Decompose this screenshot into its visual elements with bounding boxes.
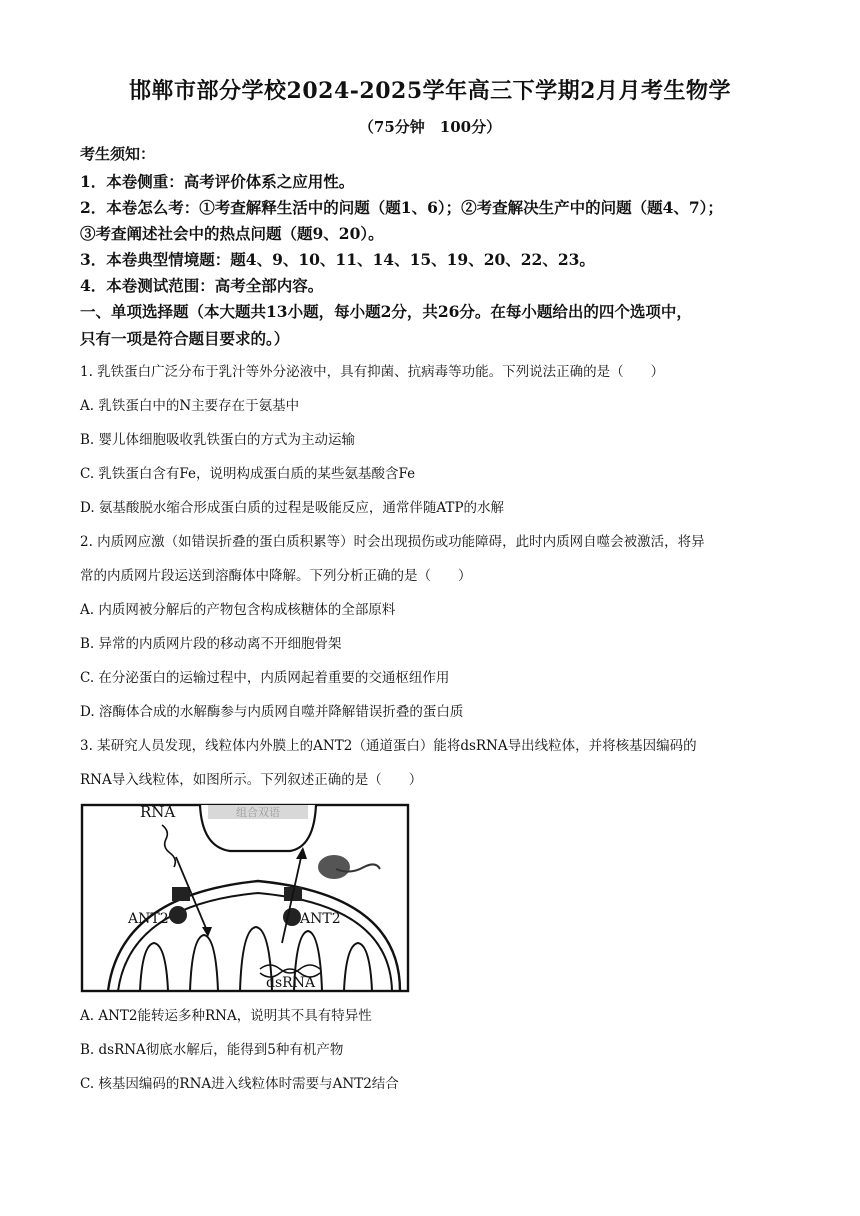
question-3-stem-cont: RNA导入线粒体，如图所示。下列叙述正确的是（ ） xyxy=(80,772,423,788)
label-dsrna: dsRNA xyxy=(266,975,316,991)
label-ant2-left: ANT2 xyxy=(128,911,169,927)
question-3-option-b: B. dsRNA彻底水解后，能得到5种有机产物 xyxy=(80,1042,344,1058)
question-2-stem-cont: 常的内质网片段运送到溶酶体中降解。下列分析正确的是（ ） xyxy=(80,568,472,584)
section-heading: 一、单项选择题（本大题共13小题，每小题2分，共26分。在每小题给出的四个选项中， xyxy=(80,302,692,321)
label-ant2-right: ANT2 xyxy=(300,911,341,927)
ant2-channel-left xyxy=(172,887,190,901)
ant2-channel-left-inner xyxy=(169,906,187,924)
question-2-option-a: A. 内质网被分解后的产物包含构成核糖体的全部原料 xyxy=(80,602,396,618)
ribosome xyxy=(318,855,350,879)
question-3-stem: 3. 某研究人员发现，线粒体内外膜上的ANT2（通道蛋白）能将dsRNA导出线粒体，并将核基因编码的 xyxy=(80,738,697,754)
question-1-option-d: D. 氨基酸脱水缩合形成蛋白质的过程是吸能反应，通常伴随ATP的水解 xyxy=(80,500,505,516)
question-2-option-b: B. 异常的内质网片段的移动离不开细胞骨架 xyxy=(80,636,342,652)
mitochondria-figure xyxy=(80,795,410,993)
question-1-option-a: A. 乳铁蛋白中的N主要存在于氨基中 xyxy=(80,398,300,414)
watermark-text: 组合双语 xyxy=(236,806,280,819)
note-item: 4．本卷测试范围：高考全部内容。 xyxy=(80,276,324,295)
question-2-option-d: D. 溶酶体合成的水解酶参与内质网自噬并降解错误折叠的蛋白质 xyxy=(80,704,464,720)
note-item: 2．本卷怎么考：①考查解释生活中的问题（题1、6）；②考查解决生产中的问题（题4、7）； xyxy=(80,198,723,217)
question-1-option-b: B. 婴儿体细胞吸收乳铁蛋白的方式为主动运输 xyxy=(80,432,356,448)
question-1-option-c: C. 乳铁蛋白含有Fe，说明构成蛋白质的某些氨基酸含Fe xyxy=(80,466,416,482)
page-title: 邯郸市部分学校2024-2025学年高三下学期2月月考生物学 xyxy=(129,78,731,104)
question-2-stem: 2. 内质网应激（如错误折叠的蛋白质积累等）时会出现损伤或功能障碍，此时内质网自噬会被激活，将异 xyxy=(80,534,705,550)
question-2-option-c: C. 在分泌蛋白的运输过程中，内质网起着重要的交通枢纽作用 xyxy=(80,670,450,686)
note-item: 3．本卷典型情境题：题4、9、10、11、14、15、19、20、22、23。 xyxy=(80,250,595,269)
note-item: 1．本卷侧重：高考评价体系之应用性。 xyxy=(80,172,355,191)
question-3-option-c: C. 核基因编码的RNA进入线粒体时需要与ANT2结合 xyxy=(80,1076,399,1092)
question-3-option-a: A. ANT2能转运多种RNA，说明其不具有特异性 xyxy=(80,1008,372,1024)
exam-duration-score: （75分钟 100分） xyxy=(358,118,502,136)
label-rna: RNA xyxy=(140,803,176,821)
section-heading-cont: 只有一项是符合题目要求的。） xyxy=(80,329,290,348)
note-item: ③考查阐述社会中的热点问题（题9、20）。 xyxy=(80,224,384,243)
notes-heading: 考生须知： xyxy=(80,145,156,163)
mitochondria-diagram xyxy=(80,795,410,993)
question-1-stem: 1. 乳铁蛋白广泛分布于乳汁等外分泌液中，具有抑菌、抗病毒等功能。下列说法正确的是（ ） xyxy=(80,364,665,380)
